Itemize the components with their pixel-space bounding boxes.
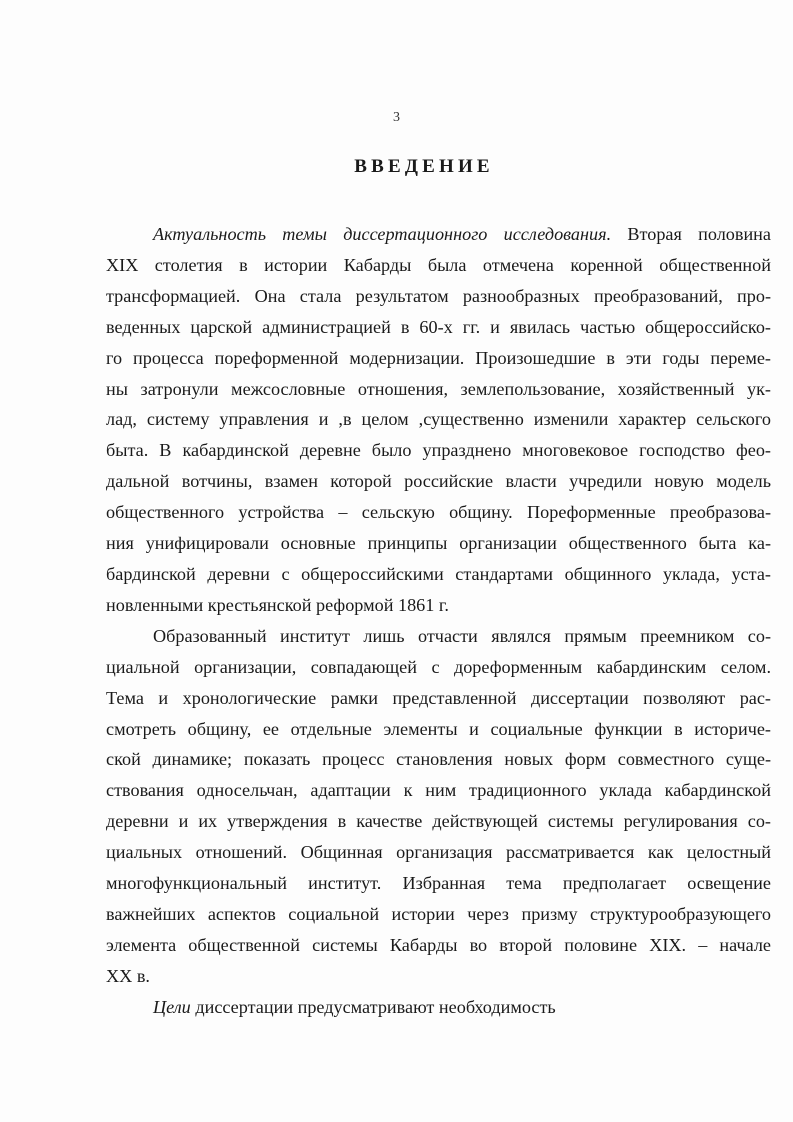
line-text: диссертации предусматривают необходимость xyxy=(190,996,556,1017)
paragraph-institute xyxy=(106,621,771,992)
text-line: циальной организации, совпадающей с дореформенным кабардинским селом. xyxy=(106,656,771,677)
text-line: XIX столетия в истории Кабарды была отмечена коренной общественной xyxy=(106,254,771,275)
text-line: смотреть общину, ее отдельные элементы и социальные функции в историче- xyxy=(106,718,771,739)
text-line: деревни и их утверждения в качестве действующей системы регулирования со- xyxy=(106,811,771,832)
text-line: общественного устройства – сельскую общину. Пореформенные преобразова- xyxy=(106,502,771,523)
paragraph-goals xyxy=(106,992,771,1023)
text-line: ния унифицировали основные принципы организации общественного быта ка- xyxy=(106,533,771,554)
page-title: ВВЕДЕНИЕ xyxy=(354,156,494,177)
text-line xyxy=(106,992,771,1023)
text-line: быта. В кабардинской деревне было упразднено многовековое господство фео- xyxy=(106,440,771,461)
text-line: XX в. xyxy=(106,965,150,986)
text-line: бардинской деревни с общероссийскими стандартами общинного уклада, уста- xyxy=(106,563,771,584)
text-line: ской динамике; показать процесс становления новых форм совместного суще- xyxy=(106,749,771,770)
text-line: трансформацией. Она стала результатом разнообразных преобразований, про- xyxy=(106,285,771,306)
document-body xyxy=(106,219,771,1023)
page-number: 3 xyxy=(393,110,400,125)
text-line: элемента общественной системы Кабарды во второй половине XIX. – начале xyxy=(106,934,771,955)
section-lead-relevance: Актуальность темы диссертационного исследования. xyxy=(153,224,612,244)
section-lead-goals: Цели xyxy=(153,996,191,1017)
text-line: ствования односельчан, адаптации к ним традиционного уклада кабардинской xyxy=(106,780,771,801)
text-line: важнейших аспектов социальной истории через призму структурообразующего xyxy=(106,903,771,924)
text-line: циальных отношений. Общинная организация рассматривается как целостный xyxy=(106,842,771,863)
text-line: многофункциональный институт. Избранная тема предполагает освещение xyxy=(106,873,771,894)
text-line: ны затронули межсословные отношения, землепользование, хозяйственный ук- xyxy=(106,378,771,399)
line-text: Вторая половина xyxy=(611,224,771,244)
text-line: веденных царской администрацией в 60-х гг. и явилась частью общероссийско- xyxy=(106,316,771,337)
text-line: Образованный институт лишь отчасти являлся прямым преемником со- xyxy=(153,625,771,646)
text-line: го процесса пореформенной модернизации. Произошедшие в эти годы переме- xyxy=(106,347,771,368)
text-line: новленными крестьянской реформой 1861 г. xyxy=(106,594,449,615)
text-line: лад, систему управления и ,в целом ,существенно изменили характер сельского xyxy=(106,409,771,430)
text-line xyxy=(106,219,771,250)
text-line: Тема и хронологические рамки представленной диссертации позволяют рас- xyxy=(106,687,771,708)
paragraph-relevance xyxy=(106,219,771,621)
text-line: дальной вотчины, взамен которой российские власти учредили новую модель xyxy=(106,471,771,492)
